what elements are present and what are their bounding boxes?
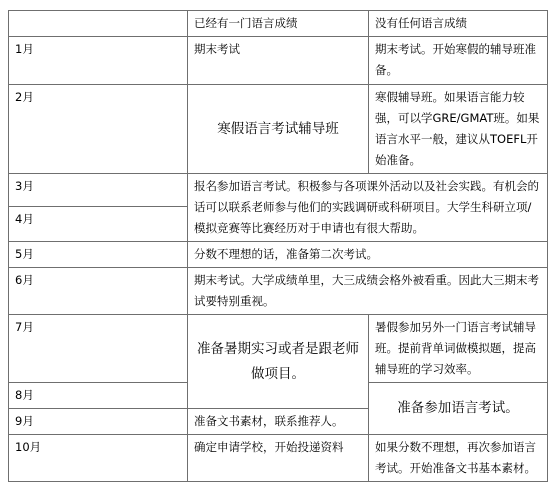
month-label-jun: 6月 [9,268,188,315]
month-label-feb: 2月 [9,85,188,174]
month-label-sep: 9月 [9,409,188,435]
cell-jul-aug-has-score: 准备暑期实习或者是跟老师做项目。 [187,315,368,409]
cell-feb-has-score: 寒假语言考试辅导班 [187,85,368,174]
month-label-jul: 7月 [9,315,188,383]
table-row-may [9,242,548,268]
month-label-may: 5月 [9,242,188,268]
header-month-cell [9,11,188,37]
cell-feb-no-score: 寒假辅导班。如果语言能力较强，可以学GRE/GMAT班。如果语言水平一般，建议从TOEFL开始准备。 [369,85,548,174]
table-row-oct [9,435,548,482]
header-no-score: 没有任何语言成绩 [369,11,548,37]
cell-may-combined: 分数不理想的话，准备第二次考试。 [187,242,547,268]
cell-sep-has-score: 准备文书素材，联系推荐人。 [187,409,368,435]
table-row-jan [9,37,548,85]
table-row-jul [9,315,548,383]
table-row-feb [9,85,548,174]
application-timeline-table [8,10,548,482]
cell-jun-combined: 期末考试。大学成绩单里，大三成绩会格外被看重。因此大三期末考试要特别重视。 [187,268,547,315]
table-row-mar [9,174,548,207]
cell-oct-has-score: 确定申请学校，开始投递资料 [187,435,368,482]
header-row [9,11,548,37]
header-has-score: 已经有一门语言成绩 [187,11,368,37]
month-label-apr: 4月 [9,206,188,241]
cell-jul-no-score: 暑假参加另外一门语言考试辅导班。提前背单词做模拟题，提高辅导班的学习效率。 [369,315,548,383]
cell-jan-no-score: 期末考试。开始寒假的辅导班准备。 [369,37,548,85]
month-label-oct: 10月 [9,435,188,482]
cell-jan-has-score: 期末考试 [187,37,368,85]
cell-mar-apr-combined: 报名参加语言考试。积极参与各项课外活动以及社会实践。有机会的话可以联系老师参与他们的实践调研或科研项目。大学生科研立项/模拟竞赛等比赛经历对于申请也有很大帮助。 [187,174,547,242]
month-label-aug: 8月 [9,383,188,409]
table-row-jun [9,268,548,315]
month-label-jan: 1月 [9,37,188,85]
cell-oct-no-score: 如果分数不理想，再次参加语言考试。开始准备文书基本素材。 [369,435,548,482]
cell-aug-sep-no-score: 准备参加语言考试。 [369,383,548,435]
month-label-mar: 3月 [9,174,188,207]
